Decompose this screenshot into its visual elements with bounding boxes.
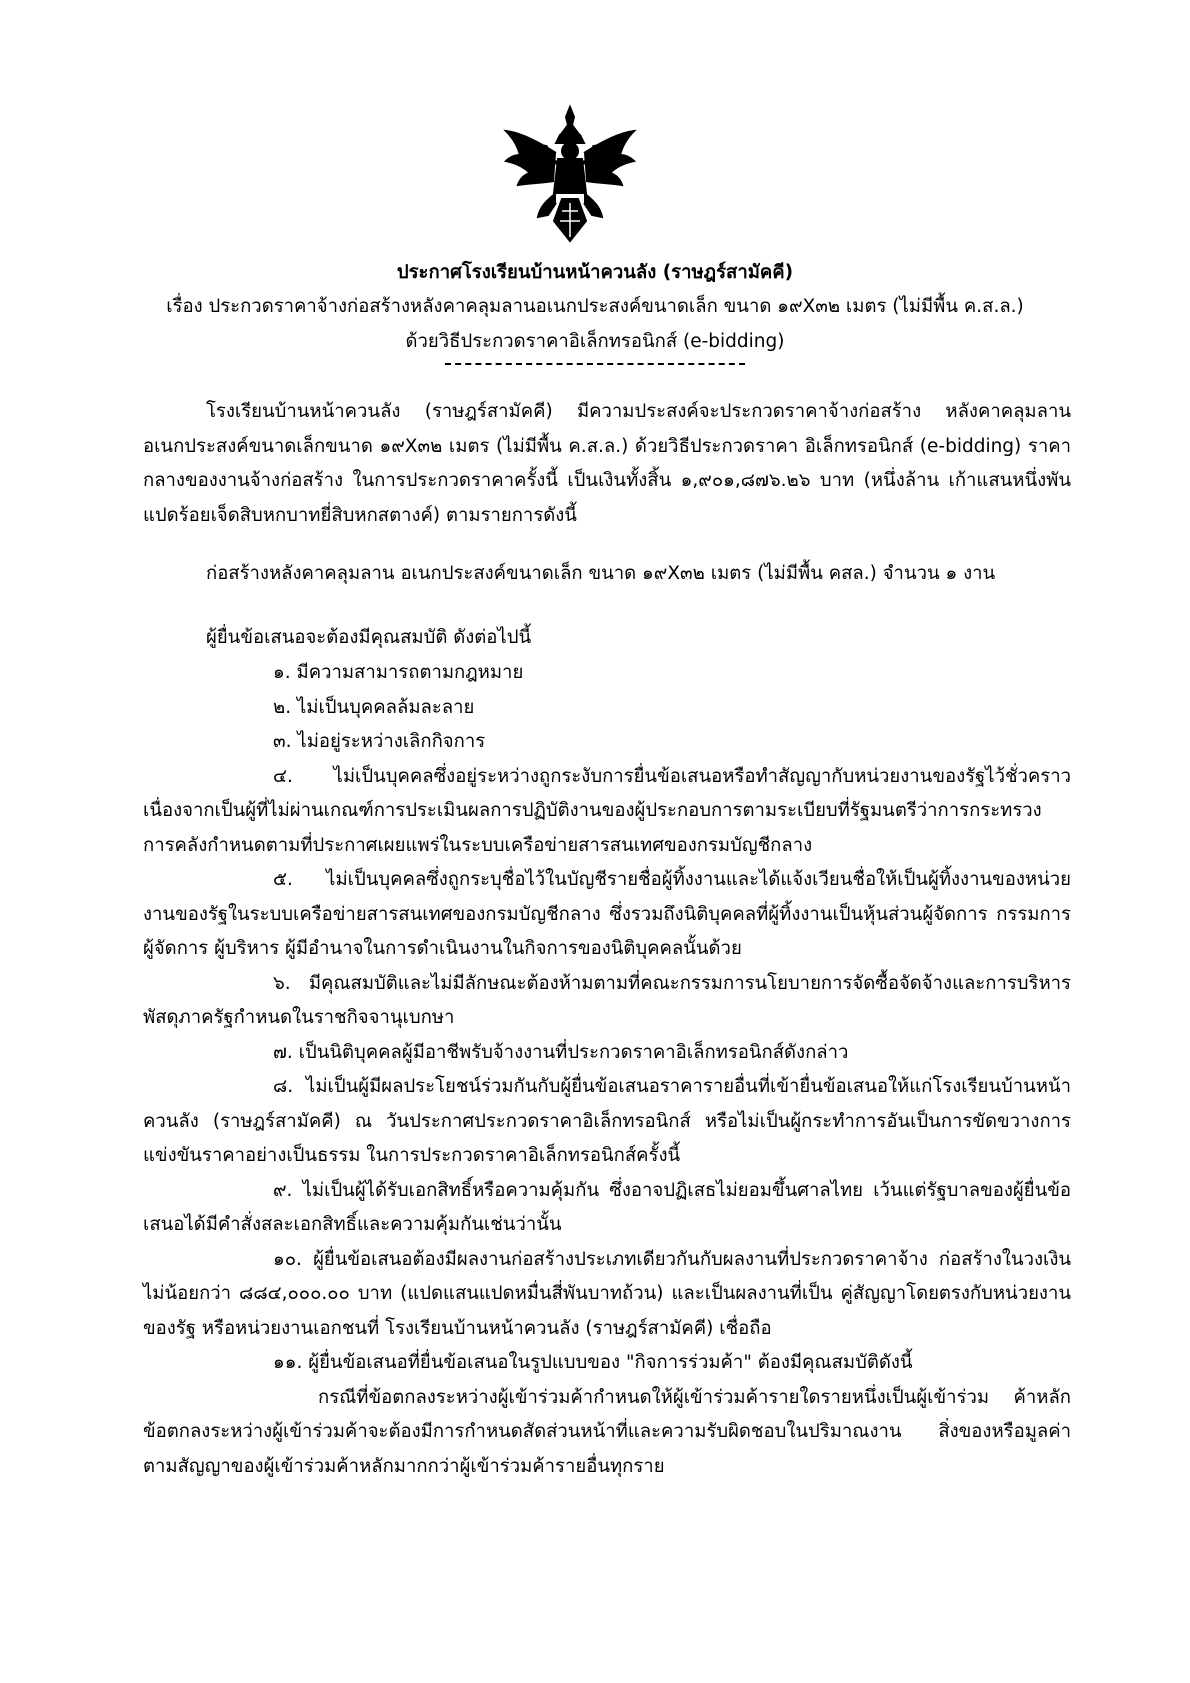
bidding-method: ด้วยวิธีประกวดราคาอิเล็กทรอนิกส์ (e-bidding) bbox=[405, 331, 785, 352]
qualification-item: ๒. ไม่เป็นบุคคลล้มละลาย bbox=[273, 696, 475, 718]
qualification-item: ๑๑. ผู้ยื่นข้อเสนอที่ยื่นข้อเสนอในรูปแบบของ "กิจการร่วมค้า" ต้องมีคุณสมบัติดังนี้ bbox=[273, 1352, 913, 1373]
joint-venture-paragraph: กรณีที่ข้อตกลงระหว่างผู้เข้าร่วมค้ากำหนดให้ผู้เข้าร่วมค้ารายใดรายหนึ่งเป็นผู้เข้าร่วม ค้าหลัก ข้อตกลงระหว่างผู้เข้าร่วมค้าจะต้องมีการกำหนดสัดส่วนหน้าที่และความรับผิดชอบในปริมาณงาน สิ่งของหรือมูลค่าตามสัญญาของผู้เข้าร่วมค้าหลักมากกว่าผู้เข้าร่วมค้ารายอื่นทุกราย bbox=[143, 1386, 1071, 1477]
separator-line bbox=[445, 363, 745, 365]
qualification-item: ๗. เป็นนิติบุคคลผู้มีอาชีพรับจ้างงานที่ประกวดราคาอิเล็กทรอนิกส์ดังกล่าว bbox=[273, 1041, 849, 1063]
qualification-item: ๑. มีความสามารถตามกฎหมาย bbox=[273, 662, 524, 683]
qualification-item: ๓. ไม่อยู่ระหว่างเลิกกิจการ bbox=[273, 731, 486, 752]
qualification-item: ๙. ไม่เป็นผู้ได้รับเอกสิทธิ์หรือความคุ้มกัน ซึ่งอาจปฏิเสธไม่ยอมขึ้นศาลไทย เว้นแต่รัฐบาลของผู้ยื่นข้อเสนอได้มีคำสั่งสละเอกสิทธิ์และความคุ้มกันเช่นว่านั้น bbox=[143, 1179, 1071, 1235]
announcement-subject: เรื่อง ประกวดราคาจ้างก่อสร้างหลังคาคลุมลานอเนกประสงค์ขนาดเล็ก ขนาด ๑๙X๓๒ เมตร (ไม่มีพื้น ค.ส.ล.) bbox=[166, 296, 1024, 317]
qualification-item: ๑๐. ผู้ยื่นข้อเสนอต้องมีผลงานก่อสร้างประเภทเดียวกันกับผลงานที่ประกวดราคาจ้าง ก่อสร้างในวงเงินไม่น้อยกว่า ๘๘๔,๐๐๐.๐๐ บาท (แปดแสนแปดหมื่นสี่พันบาทถ้วน) และเป็นผลงานที่เป็น คู่สัญญาโดยตรงกับหน่วยงานของรัฐ หรือหน่วยงานเอกชนที่ โรงเรียนบ้านหน้าควนลัง (ราษฎร์สามัคคี) เชื่อถือ bbox=[143, 1248, 1071, 1339]
qualification-item: ๘. ไม่เป็นผู้มีผลประโยชน์ร่วมกันกับผู้ยื่นข้อเสนอราคารายอื่นที่เข้ายื่นข้อเสนอให้แก่โรงเรียนบ้านหน้าควนลัง (ราษฎร์สามัคคี) ณ วันประกาศประกวดราคาอิเล็กทรอนิกส์ หรือไม่เป็นผู้กระทำการอันเป็นการขัดขวางการแข่งขันราคาอย่างเป็นธรรม ในการประกวดราคาอิเล็กทรอนิกส์ครั้งนี้ bbox=[143, 1076, 1071, 1166]
qualification-item: ๖. มีคุณสมบัติและไม่มีลักษณะต้องห้ามตามที่คณะกรรมการนโยบายการจัดซื้อจัดจ้างและการบริหารพัสดุภาครัฐกำหนดในราชกิจจานุเบกษา bbox=[143, 972, 1071, 1028]
announcement-title: ประกาศโรงเรียนบ้านหน้าควนลัง (ราษฎร์สามัคคี) bbox=[396, 262, 794, 283]
qualification-item: ๕. ไม่เป็นบุคคลซึ่งถูกระบุชื่อไว้ในบัญชีรายชื่อผู้ทิ้งงานและได้แจ้งเวียนชื่อให้เป็นผู้ทิ้งงานของหน่วยงานของรัฐในระบบเครือข่ายสารสนเทศของกรมบัญชีกลาง ซึ่งรวมถึงนิติบุคคลที่ผู้ทิ้งงานเป็นหุ้นส่วนผู้จัดการ กรรมการผู้จัดการ ผู้บริหาร ผู้มีอำนาจในการดำเนินงานในกิจการของนิติบุคคลนั้นด้วย bbox=[143, 869, 1071, 959]
work-item-line: ก่อสร้างหลังคาคลุมลาน อเนกประสงค์ขนาดเล็ก ขนาด ๑๙X๓๒ เมตร (ไม่มีพื้น คสล.) จำนวน ๑ งาน bbox=[206, 563, 996, 584]
qualifications-heading: ผู้ยื่นข้อเสนอจะต้องมีคุณสมบัติ ดังต่อไปนี้ bbox=[206, 627, 532, 648]
qualifications-list bbox=[143, 656, 1071, 1484]
qualification-item: ๔. ไม่เป็นบุคคลซึ่งอยู่ระหว่างถูกระงับการยื่นข้อเสนอหรือทำสัญญากับหน่วยงานของรัฐไว้ชั่วคราว เนื่องจากเป็นผู้ที่ไม่ผ่านเกณฑ์การประเมินผลการปฏิบัติงานของผู้ประกอบการตามระเบียบที่รัฐมนตรีว่าการกระทรวงการคลังกำหนดตามที่ประกาศเผยแพร่ในระบบเครือข่ายสารสนเทศของกรมบัญชีกลาง bbox=[143, 765, 1071, 856]
intro-paragraph: โรงเรียนบ้านหน้าควนลัง (ราษฎร์สามัคคี) มีความประสงค์จะประกวดราคาจ้างก่อสร้าง หลังคาคลุมลาน อเนกประสงค์ขนาดเล็กขนาด ๑๙X๓๒ เมตร (ไม่มีพื้น ค.ส.ล.) ด้วยวิธีประกวดราคา อิเล็กทรอนิกส์ (e-bidding) ราคากลางของงานจ้างก่อสร้าง ในการประกวดราคาครั้งนี้ เป็นเงินทั้งสิ้น ๑,๙๐๑,๘๗๖.๒๖ บาท (หนึ่งล้าน เก้าแสนหนึ่งพันแปดร้อยเจ็ดสิบหกบาทยี่สิบหกสตางค์) ตามรายการดังนี้ bbox=[143, 401, 1071, 526]
garuda-emblem-icon bbox=[500, 103, 640, 243]
